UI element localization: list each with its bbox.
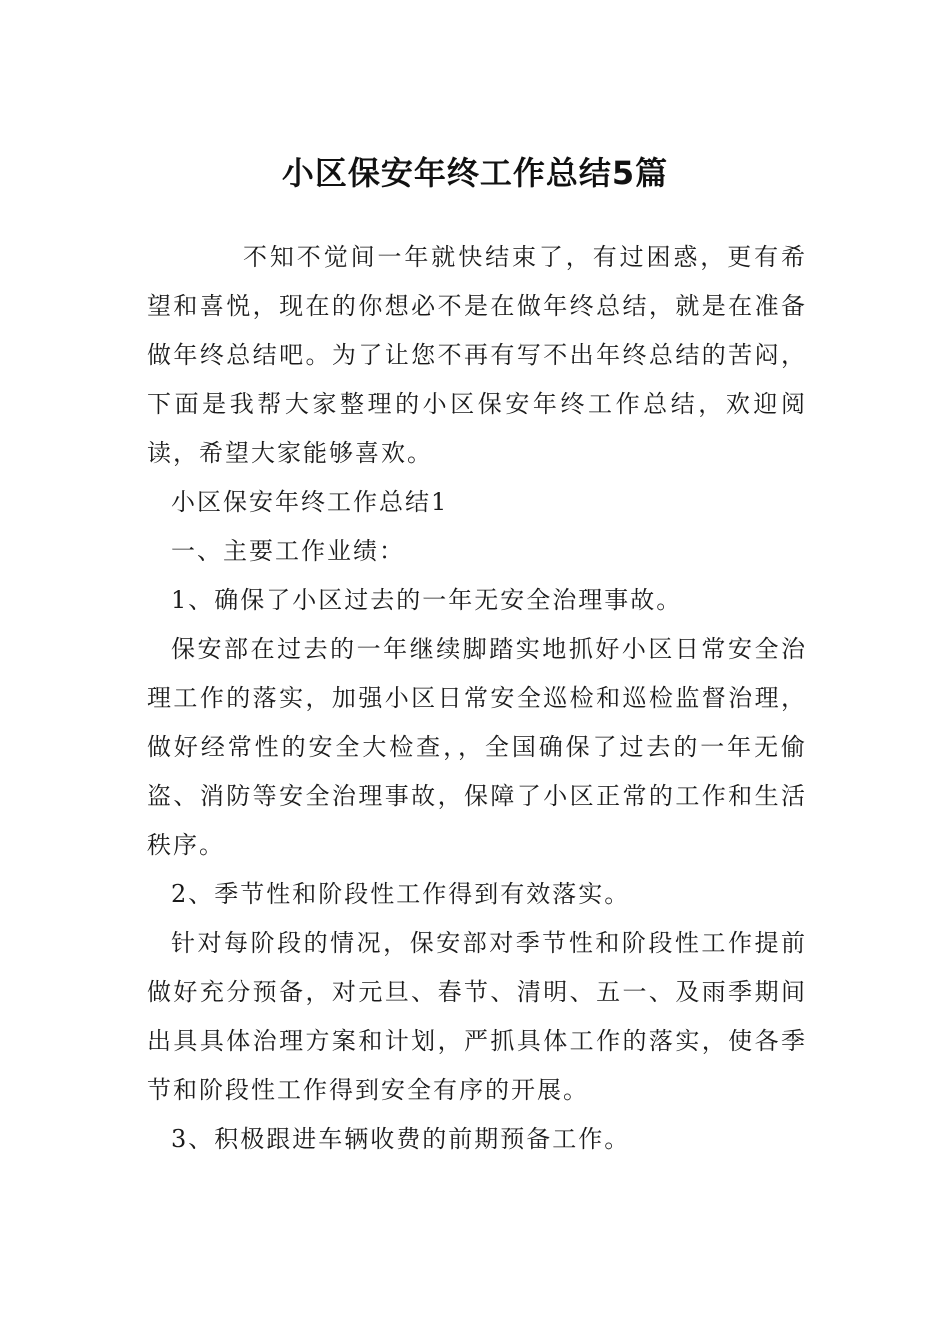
item-paragraph-1: 保安部在过去的一年继续脚踏实地抓好小区日常安全治理工作的落实，加强小区日常安全巡检和巡检监督治理，做好经常性的安全大检查，，全国确保了过去的一年无偷盗、消防等安全治理事故，保障了小区正常的工作和生活秩序。 (147, 635, 807, 859)
item-heading-2: 2、季节性和阶段性工作得到有效落实。 (171, 880, 631, 908)
section-heading: 小区保安年终工作总结1 (171, 488, 449, 516)
subsection-heading: 一、主要工作业绩： (171, 537, 405, 565)
document-title: 小区保安年终工作总结5篇 (281, 154, 669, 193)
document-body (147, 233, 807, 1164)
item-heading-1: 1、确保了小区过去的一年无安全治理事故。 (171, 586, 683, 614)
item-heading-3: 3、积极跟进车辆收费的前期预备工作。 (171, 1125, 631, 1153)
item-paragraph-2: 针对每阶段的情况，保安部对季节性和阶段性工作提前做好充分预备，对元旦、春节、清明、五一、及雨季期间出具具体治理方案和计划，严抓具体工作的落实，使各季节和阶段性工作得到安全有序的开展。 (147, 929, 807, 1104)
intro-paragraph: 不知不觉间一年就快结束了，有过困惑，更有希望和喜悦，现在的你想必不是在做年终总结，就是在准备做年终总结吧。为了让您不再有写不出年终总结的苦闷，下面是我帮大家整理的小区保安年终工作总结，欢迎阅读，希望大家能够喜欢。 (147, 243, 807, 467)
